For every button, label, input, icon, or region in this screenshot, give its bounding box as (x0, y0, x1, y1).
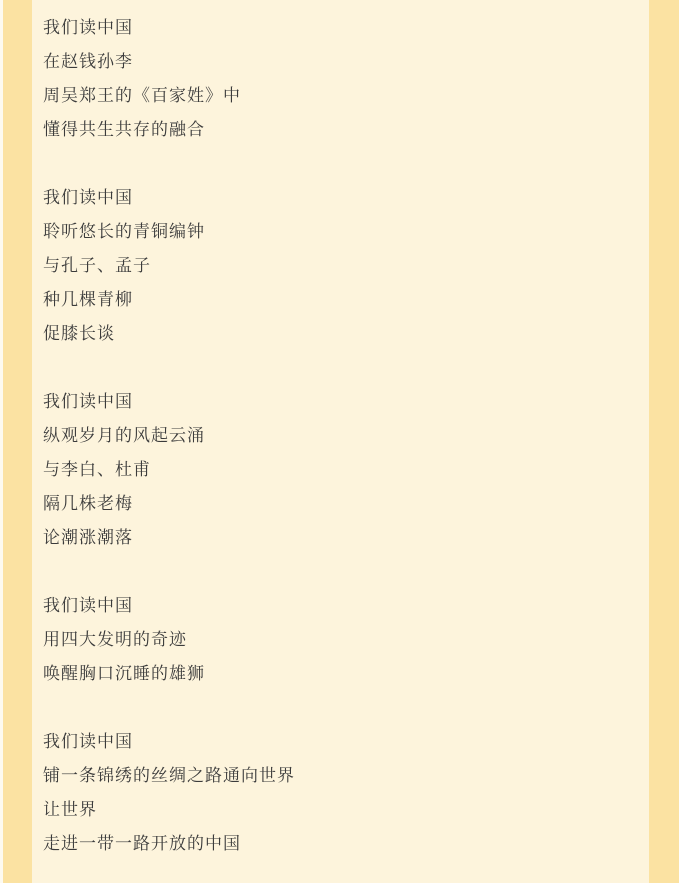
poem-line: 我们读中国 (43, 392, 133, 411)
poem-line: 隔几株老梅 (43, 494, 133, 513)
poem-line: 唤醒胸口沉睡的雄狮 (43, 664, 205, 683)
poem-stanza (43, 725, 649, 861)
poem-line: 让世界 (43, 800, 97, 819)
poem-stanza (43, 385, 649, 555)
left-border-strip (3, 0, 32, 883)
right-border-strip (649, 0, 679, 883)
poem-line: 我们读中国 (43, 732, 133, 751)
article-body (32, 0, 649, 883)
poem-stanza (43, 181, 649, 351)
poem-line: 在赵钱孙李 (43, 52, 133, 71)
poem-line: 与孔子、孟子 (43, 256, 151, 275)
poem-stanza (43, 589, 649, 691)
poem-line: 走进一带一路开放的中国 (43, 834, 241, 853)
poem-line: 我们读中国 (43, 188, 133, 207)
poem-line: 纵观岁月的风起云涌 (43, 426, 205, 445)
poem-line: 懂得共生共存的融合 (43, 120, 205, 139)
poem-line: 种几棵青柳 (43, 290, 133, 309)
poem-line: 铺一条锦绣的丝绸之路通向世界 (43, 766, 295, 785)
poem-line: 用四大发明的奇迹 (43, 630, 187, 649)
poem-line: 聆听悠长的青铜编钟 (43, 222, 205, 241)
poem-line: 与李白、杜甫 (43, 460, 151, 479)
poem-line: 我们读中国 (43, 18, 133, 37)
poem-stanza (43, 11, 649, 147)
poem-line: 周吴郑王的《百家姓》中 (43, 86, 241, 105)
poem-line: 论潮涨潮落 (43, 528, 133, 547)
poem-line: 我们读中国 (43, 596, 133, 615)
poem-line: 促膝长谈 (43, 324, 115, 343)
